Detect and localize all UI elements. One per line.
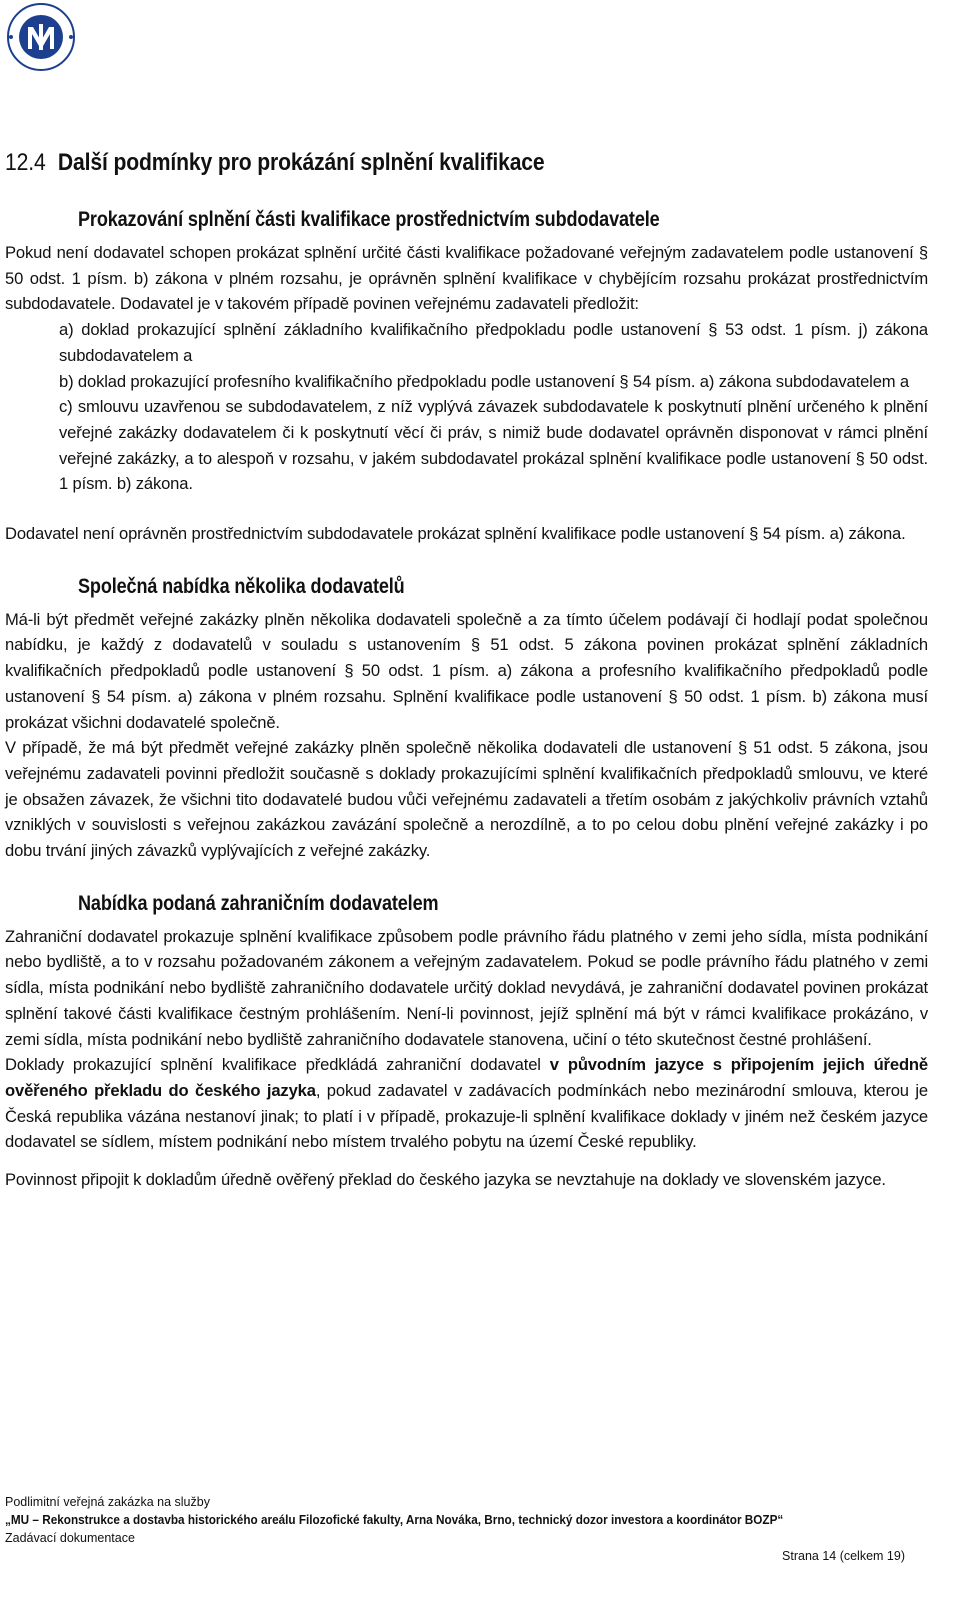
paragraph: Zahraniční dodavatel prokazuje splnění kvalifikace způsobem podle právního řádu platného v zemi jeho sídla, místa podnikání nebo bydliště, a to v rozsahu požadovaném zákonem a veřejným zadavatelem. Pokud se podle právního řádu platného v zemi sídla, místa podnikání nebo bydliště zahraničního dodavatele určitý doklad nevydává, je zahraniční dodavatel povinen prokázat splnění takové části kvalifikace čestným prohlášením. Není-li povinnost, jejíž splnění má být v rámci kvalifikace prokázáno, v zemi sídla, místa podnikání nebo bydliště zahraničního dodavatele stanovena, učiní o této skutečnost čestné prohlášení. [5,926,928,1049]
paragraph [5,1052,928,1155]
footer-project-title: „MU – Rekonstrukce a dostavba historického areálu Filozofické fakulty, Arna Nováka, Brno, technický dozor investora a koordinátor BOZP“ [5,1513,784,1527]
list-item: c) smlouvu uzavřenou se subdodavatelem, z níž vyplývá závazek subdodavatele k poskytnutí plnění určeného k plnění veřejné zakázky dodavatelem či k poskytnutí věcí či práv, s nimiž bude dodavatel oprávněn disponovat v rámci plnění veřejné zakázky, a to alespoň v rozsahu, v jakém subdodavatel prokázal splnění kvalifikace podle ustanovení § 50 odst. 1 písm. b) zákona. [59,397,928,494]
page-footer [5,1493,925,1563]
emphasis-text: v původním jazyce s připojením jejich úředně ověřeného překladu do českého jazyka [5,1055,928,1100]
footer-line: Zadávací dokumentace [5,1531,135,1545]
paragraph: Povinnost připojit k dokladům úředně ověřený překlad do českého jazyka se nevztahuje na doklady ve slovenském jazyce. [5,1170,886,1190]
section-heading [5,148,817,178]
paragraph: Má-li být předmět veřejné zakázky plněn několika dodavateli společně a za tímto účelem podávají či hodlají podat společnou nabídku, je každý z dodavatelů v souladu s ustanovením § 51 odst. 5 zákona povinen prokázat splnění základních kvalifikačních předpokladů podle ustanovení § 50 odst. 1 písm. a) zákona a profesního kvalifikačního předpokladů podle ustanovení § 54 písm. a) zákona v plném rozsahu. Splnění kvalifikace podle ustanovení § 50 odst. 1 písm. b) zákona musí prokázat všichni dodavatelé společně. [5,609,928,732]
text-run: , pokud zadavatel v zadávacích podmínkách nebo mezinárodní smlouva, kterou je Česká republika vázána nestanoví jinak; to platí i v případě, prokazuje-li splnění kvalifikace doklady v jiném než českém jazyce dodavatel se sídlem, místem podnikání nebo místem trvalého pobytu na území České republiky. [5,1080,928,1152]
masaryk-university-seal-icon [6,2,76,72]
section-title: Další podmínky pro prokázání splnění kvalifikace [57,149,545,176]
subsection-heading-foreign-bidder: Nabídka podaná zahraničním dodavatelem [78,891,439,915]
footer-line: Podlimitní veřejná zakázka na služby [5,1495,210,1509]
requirement-list [5,317,928,497]
paragraph: V případě, že má být předmět veřejné zakázky plněn společně několika dodavateli dle ustanovení § 51 odst. 5 zákona, jsou veřejnému zadavateli povinni předložit současně s doklady prokazujícími splnění kvalifikačních předpokladů smlouvu, ve které je obsažen závazek, že všichni tito dodavatelé budou vůči veřejnému zadavateli a třetím osobám z jakýchkoliv právních vztahů vzniklých v souvislosti s veřejnou zakázkou zavázání společně a nerozdílně, a to po celou dobu plnění veřejné zakázky i po dobu trvání jiných závazků vyplývajících z veřejné zakázky. [5,738,928,861]
university-logo [6,2,76,72]
list-item: a) doklad prokazující splnění základního kvalifikačního předpokladu podle ustanovení § 53 odst. 1 písm. j) zákona subdodavatelem a [59,320,928,365]
section-number: 12.4 [5,149,46,176]
subsection-heading-joint-bid: Společná nabídka několika dodavatelů [78,574,405,598]
list-item: b) doklad prokazující profesního kvalifikačního předpokladu podle ustanovení § 54 písm. a) zákona subdodavatelem a [59,371,910,391]
text-run: Doklady prokazující splnění kvalifikace předkládá zahraniční dodavatel [5,1055,550,1075]
subsection-heading-subcontractor: Prokazování splnění části kvalifikace prostřednictvím subdodavatele [78,208,660,231]
document-body [5,148,928,1193]
paragraph: Pokud není dodavatel schopen prokázat splnění určité části kvalifikace požadované veřejným zadavatelem podle ustanovení § 50 odst. 1 písm. b) zákona v plném rozsahu, je oprávněn splnění kvalifikace v chybějícím rozsahu prokázat prostřednictvím subdodavatele. Dodavatel je v takovém případě povinen veřejnému zadavateli předložit: [5,243,928,314]
paragraph: Dodavatel není oprávněn prostřednictvím subdodavatele prokázat splnění kvalifikace podle ustanovení § 54 písm. a) zákona. [5,524,906,544]
page-number: Strana 14 (celkem 19) [782,1549,905,1563]
